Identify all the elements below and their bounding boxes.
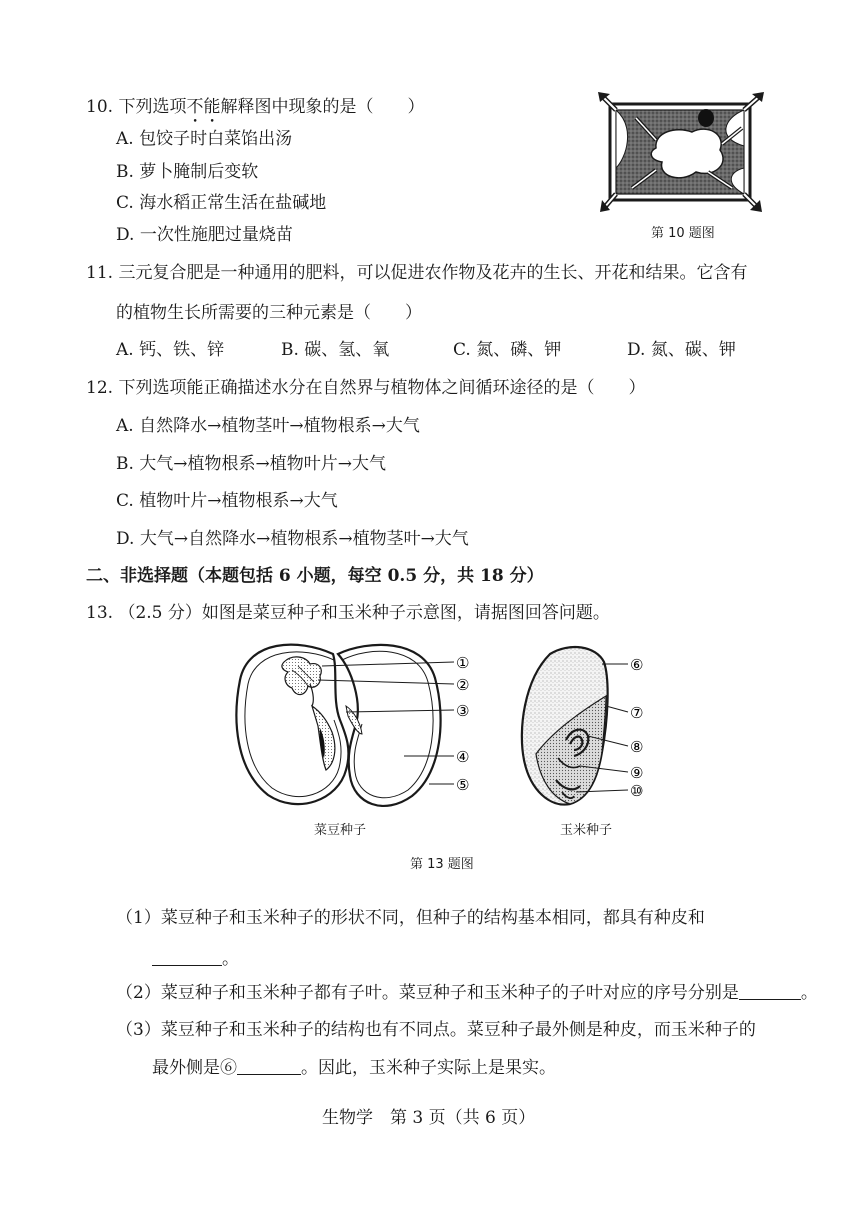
q12-option-b: B. 大气→植物根系→植物叶片→大气 [116, 454, 387, 474]
q13-sub3-pre: 最外侧是⑥ [152, 1058, 237, 1078]
q13-sub1-end: 。 [222, 949, 239, 969]
bean-label-5: ⑤ [456, 776, 470, 794]
bean-seed-caption: 菜豆种子 [314, 823, 367, 838]
corn-seed-figure [510, 640, 680, 812]
q12-option-a: A. 自然降水→植物茎叶→植物根系→大气 [116, 416, 420, 436]
q13-sub2-text: （2）菜豆种子和玉米种子都有子叶。菜豆种子和玉米种子的子叶对应的序号分别是 [116, 983, 739, 1003]
q11-option-c: C. 氮、磷、钾 [453, 340, 562, 360]
q13-sub3-line2 [152, 1053, 556, 1078]
section2-heading [86, 561, 544, 586]
bean-label-3: ③ [456, 702, 470, 720]
corn-label-7: ⑦ [630, 704, 644, 722]
corn-label-10: ⑩ [630, 782, 644, 800]
q10-stem-emphasis: 不能 [186, 97, 221, 117]
q10-option-c: C. 海水稻正常生活在盐碱地 [116, 193, 327, 213]
corn-seed-caption: 玉米种子 [560, 823, 613, 838]
q12-stem: 12. 下列选项能正确描述水分在自然界与植物体之间循环途径的是（ ） [86, 378, 646, 398]
bean-seed-figure [228, 640, 480, 812]
q10-figure-caption: 第 10 题图 [651, 226, 715, 241]
q10-option-b: B. 萝卜腌制后变软 [116, 162, 259, 182]
q13-sub2-answer-blank[interactable] [739, 985, 801, 1000]
q13-sub1-line2 [152, 944, 239, 969]
q12-option-d: D. 大气→自然降水→植物根系→植物茎叶→大气 [116, 529, 469, 549]
section2-title: 二、非选择题 [86, 566, 188, 586]
q10-stem-pre: 10. 下列选项 [86, 97, 187, 117]
q11-stem-line2: 的植物生长所需要的三种元素是（ ） [116, 303, 422, 323]
q11-option-d: D. 氮、碳、钾 [627, 340, 736, 360]
q13-sub1-line1: （1）菜豆种子和玉米种子的形状不同，但种子的结构基本相同，都具有种皮和 [116, 908, 705, 928]
section2-note: （本题包括 6 小题，每空 0.5 分，共 18 分） [188, 566, 544, 586]
corn-label-8: ⑧ [630, 738, 644, 756]
q13-sub3-answer-blank[interactable] [237, 1060, 301, 1075]
q11-option-b: B. 碳、氢、氧 [281, 340, 390, 360]
bean-label-4: ④ [456, 748, 470, 766]
q10-stem-post: 解释图中现象的是（ ） [220, 97, 425, 117]
bean-label-2: ② [456, 676, 470, 694]
q13-sub1-answer-blank[interactable] [152, 951, 222, 966]
q10-cell-figure [596, 88, 768, 218]
q11-option-a: A. 钙、铁、锌 [116, 340, 225, 360]
q13-sub3-post: 。因此，玉米种子实际上是果实。 [301, 1058, 556, 1078]
q13-sub2 [116, 978, 818, 1003]
corn-label-6: ⑥ [630, 656, 644, 674]
q13-sub3-line1: （3）菜豆种子和玉米种子的结构也有不同点。菜豆种子最外侧是种皮，而玉米种子的 [116, 1020, 756, 1040]
bean-label-1: ① [456, 654, 470, 672]
q11-stem-line1: 11. 三元复合肥是一种通用的肥料，可以促进农作物及花卉的生长、开花和结果。它含有 [86, 263, 748, 283]
q13-sub2-end: 。 [800, 983, 818, 1003]
q10-option-a: A. 包饺子时白菜馅出汤 [116, 129, 293, 149]
page-footer: 生物学 第 3 页（共 6 页） [322, 1108, 536, 1128]
q13-stem: 13. （2.5 分）如图是菜豆种子和玉米种子示意图，请据图回答问题。 [86, 603, 610, 623]
q10-stem [86, 92, 424, 127]
corn-label-9: ⑨ [630, 764, 644, 782]
q13-figure-caption: 第 13 题图 [410, 857, 474, 872]
q12-option-c: C. 植物叶片→植物根系→大气 [116, 491, 338, 511]
q10-option-d: D. 一次性施肥过量烧苗 [116, 225, 293, 245]
